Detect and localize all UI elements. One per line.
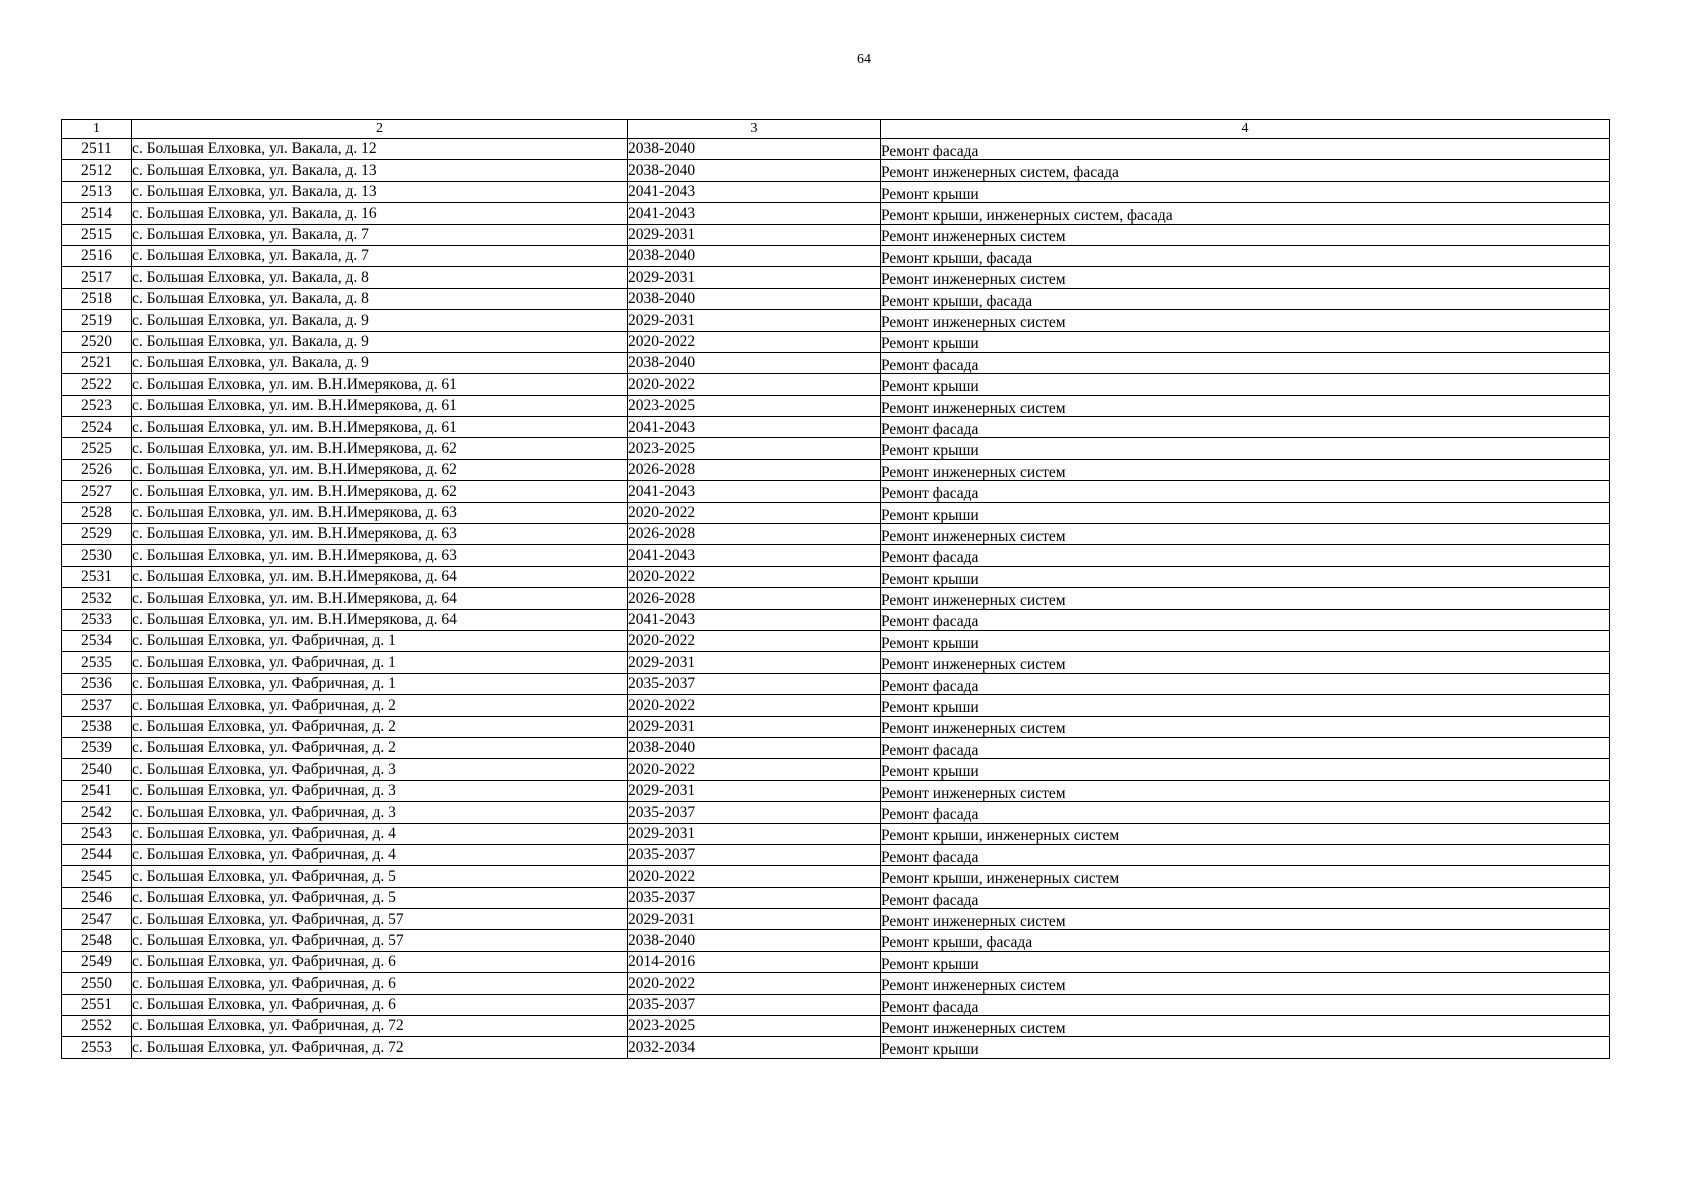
row-address: с. Большая Елховка, ул. им. В.Н.Имерякова, д. 63 [132, 502, 628, 523]
row-number: 2521 [62, 352, 132, 373]
row-period: 2038-2040 [628, 930, 881, 951]
row-work-type: Ремонт крыши, фасада [881, 245, 1610, 266]
row-period: 2026-2028 [628, 459, 881, 480]
row-work-type: Ремонт инженерных систем [881, 310, 1610, 331]
table-row [62, 695, 1610, 716]
row-period: 2038-2040 [628, 352, 881, 373]
row-work-type: Ремонт фасада [881, 737, 1610, 758]
row-work-type: Ремонт фасада [881, 844, 1610, 865]
row-work-type: Ремонт крыши, инженерных систем [881, 866, 1610, 887]
row-period: 2041-2043 [628, 203, 881, 224]
row-number: 2552 [62, 1016, 132, 1037]
row-period: 2023-2025 [628, 395, 881, 416]
row-period: 2041-2043 [628, 481, 881, 502]
table-row [62, 395, 1610, 416]
row-address: с. Большая Елховка, ул. Фабричная, д. 57 [132, 930, 628, 951]
row-address: с. Большая Елховка, ул. Вакала, д. 7 [132, 224, 628, 245]
row-address: с. Большая Елховка, ул. Фабричная, д. 4 [132, 844, 628, 865]
row-work-type: Ремонт крыши [881, 181, 1610, 202]
row-work-type: Ремонт инженерных систем [881, 267, 1610, 288]
row-number: 2540 [62, 759, 132, 780]
column-header-number: 1 [62, 120, 132, 139]
row-number: 2543 [62, 823, 132, 844]
row-address: с. Большая Елховка, ул. Фабричная, д. 3 [132, 802, 628, 823]
row-address: с. Большая Елховка, ул. им. В.Н.Имерякова, д. 62 [132, 459, 628, 480]
row-work-type: Ремонт фасада [881, 609, 1610, 630]
row-work-type: Ремонт фасада [881, 417, 1610, 438]
row-number: 2547 [62, 909, 132, 930]
row-address: с. Большая Елховка, ул. им. В.Н.Имерякова, д. 64 [132, 588, 628, 609]
table-row [62, 352, 1610, 373]
row-address: с. Большая Елховка, ул. Фабричная, д. 2 [132, 716, 628, 737]
row-work-type: Ремонт инженерных систем [881, 224, 1610, 245]
row-number: 2544 [62, 844, 132, 865]
row-number: 2545 [62, 866, 132, 887]
row-period: 2029-2031 [628, 267, 881, 288]
row-number: 2522 [62, 374, 132, 395]
row-number: 2511 [62, 139, 132, 160]
column-header-address: 2 [132, 120, 628, 139]
row-address: с. Большая Елховка, ул. Фабричная, д. 4 [132, 823, 628, 844]
row-address: с. Большая Елховка, ул. Вакала, д. 13 [132, 160, 628, 181]
row-work-type: Ремонт фасада [881, 802, 1610, 823]
table-header [62, 120, 1610, 139]
row-period: 2029-2031 [628, 652, 881, 673]
row-number: 2520 [62, 331, 132, 352]
row-address: с. Большая Елховка, ул. Фабричная, д. 6 [132, 951, 628, 972]
row-number: 2516 [62, 245, 132, 266]
row-address: с. Большая Елховка, ул. Вакала, д. 9 [132, 310, 628, 331]
row-period: 2035-2037 [628, 673, 881, 694]
row-number: 2514 [62, 203, 132, 224]
row-address: с. Большая Елховка, ул. Фабричная, д. 5 [132, 887, 628, 908]
row-address: с. Большая Елховка, ул. Фабричная, д. 1 [132, 673, 628, 694]
table-row [62, 716, 1610, 737]
row-number: 2529 [62, 524, 132, 545]
column-header-period: 3 [628, 120, 881, 139]
row-work-type: Ремонт инженерных систем [881, 652, 1610, 673]
table-row [62, 737, 1610, 758]
table-row [62, 1037, 1610, 1058]
row-work-type: Ремонт фасада [881, 673, 1610, 694]
table-row [62, 481, 1610, 502]
row-number: 2519 [62, 310, 132, 331]
row-work-type: Ремонт инженерных систем [881, 588, 1610, 609]
row-address: с. Большая Елховка, ул. Фабричная, д. 72 [132, 1037, 628, 1058]
row-address: с. Большая Елховка, ул. им. В.Н.Имерякова, д. 64 [132, 566, 628, 587]
row-number: 2533 [62, 609, 132, 630]
row-work-type: Ремонт фасада [881, 994, 1610, 1015]
row-number: 2531 [62, 566, 132, 587]
row-period: 2029-2031 [628, 780, 881, 801]
row-period: 2035-2037 [628, 887, 881, 908]
table-row [62, 181, 1610, 202]
row-period: 2020-2022 [628, 331, 881, 352]
row-address: с. Большая Елховка, ул. Вакала, д. 13 [132, 181, 628, 202]
row-address: с. Большая Елховка, ул. Вакала, д. 9 [132, 352, 628, 373]
row-period: 2038-2040 [628, 737, 881, 758]
row-period: 2020-2022 [628, 759, 881, 780]
row-number: 2539 [62, 737, 132, 758]
row-address: с. Большая Елховка, ул. Фабричная, д. 6 [132, 994, 628, 1015]
row-number: 2541 [62, 780, 132, 801]
table-row [62, 802, 1610, 823]
row-address: с. Большая Елховка, ул. им. В.Н.Имерякова, д. 63 [132, 524, 628, 545]
row-period: 2020-2022 [628, 866, 881, 887]
row-address: с. Большая Елховка, ул. Фабричная, д. 3 [132, 759, 628, 780]
row-period: 2038-2040 [628, 245, 881, 266]
row-address: с. Большая Елховка, ул. им. В.Н.Имерякова, д. 61 [132, 417, 628, 438]
row-address: с. Большая Елховка, ул. Вакала, д. 8 [132, 267, 628, 288]
table-row [62, 566, 1610, 587]
row-number: 2515 [62, 224, 132, 245]
row-work-type: Ремонт крыши [881, 374, 1610, 395]
repair-schedule-table [61, 119, 1610, 1059]
row-period: 2041-2043 [628, 181, 881, 202]
row-period: 2035-2037 [628, 802, 881, 823]
table-row [62, 844, 1610, 865]
row-period: 2035-2037 [628, 994, 881, 1015]
row-number: 2525 [62, 438, 132, 459]
table-row [62, 909, 1610, 930]
row-period: 2041-2043 [628, 417, 881, 438]
row-address: с. Большая Елховка, ул. им. В.Н.Имерякова, д. 61 [132, 374, 628, 395]
row-period: 2023-2025 [628, 1016, 881, 1037]
row-number: 2546 [62, 887, 132, 908]
row-period: 2026-2028 [628, 524, 881, 545]
row-period: 2038-2040 [628, 288, 881, 309]
row-work-type: Ремонт крыши [881, 630, 1610, 651]
row-work-type: Ремонт крыши, фасада [881, 288, 1610, 309]
table-row [62, 438, 1610, 459]
row-work-type: Ремонт инженерных систем [881, 973, 1610, 994]
table-row [62, 459, 1610, 480]
row-work-type: Ремонт фасада [881, 481, 1610, 502]
row-address: с. Большая Елховка, ул. им. В.Н.Имерякова, д. 61 [132, 395, 628, 416]
table-row [62, 973, 1610, 994]
row-address: с. Большая Елховка, ул. Вакала, д. 7 [132, 245, 628, 266]
table-row [62, 630, 1610, 651]
row-work-type: Ремонт крыши [881, 759, 1610, 780]
row-address: с. Большая Елховка, ул. Фабричная, д. 3 [132, 780, 628, 801]
row-work-type: Ремонт крыши [881, 331, 1610, 352]
row-number: 2534 [62, 630, 132, 651]
table-row [62, 245, 1610, 266]
row-period: 2020-2022 [628, 695, 881, 716]
row-period: 2020-2022 [628, 502, 881, 523]
row-work-type: Ремонт инженерных систем [881, 524, 1610, 545]
row-number: 2548 [62, 930, 132, 951]
row-address: с. Большая Елховка, ул. Вакала, д. 9 [132, 331, 628, 352]
table-row [62, 994, 1610, 1015]
table-row [62, 780, 1610, 801]
row-work-type: Ремонт крыши [881, 695, 1610, 716]
row-period: 2035-2037 [628, 844, 881, 865]
row-address: с. Большая Елховка, ул. им. В.Н.Имерякова, д. 64 [132, 609, 628, 630]
row-period: 2020-2022 [628, 374, 881, 395]
row-address: с. Большая Елховка, ул. Вакала, д. 12 [132, 139, 628, 160]
row-period: 2020-2022 [628, 630, 881, 651]
row-address: с. Большая Елховка, ул. Вакала, д. 16 [132, 203, 628, 224]
row-period: 2032-2034 [628, 1037, 881, 1058]
table-row [62, 524, 1610, 545]
table-row [62, 823, 1610, 844]
row-work-type: Ремонт инженерных систем [881, 780, 1610, 801]
row-period: 2038-2040 [628, 139, 881, 160]
table-row [62, 609, 1610, 630]
table-row [62, 288, 1610, 309]
row-address: с. Большая Елховка, ул. Фабричная, д. 57 [132, 909, 628, 930]
table-row [62, 160, 1610, 181]
row-work-type: Ремонт крыши, инженерных систем, фасада [881, 203, 1610, 224]
row-number: 2517 [62, 267, 132, 288]
row-period: 2023-2025 [628, 438, 881, 459]
row-period: 2029-2031 [628, 224, 881, 245]
table-row [62, 545, 1610, 566]
table-row [62, 866, 1610, 887]
row-period: 2041-2043 [628, 609, 881, 630]
row-address: с. Большая Елховка, ул. Фабричная, д. 6 [132, 973, 628, 994]
row-number: 2538 [62, 716, 132, 737]
row-address: с. Большая Елховка, ул. Фабричная, д. 5 [132, 866, 628, 887]
row-address: с. Большая Елховка, ул. Фабричная, д. 2 [132, 695, 628, 716]
row-address: с. Большая Елховка, ул. Фабричная, д. 72 [132, 1016, 628, 1037]
row-number: 2524 [62, 417, 132, 438]
row-work-type: Ремонт инженерных систем [881, 395, 1610, 416]
row-number: 2551 [62, 994, 132, 1015]
table-row [62, 417, 1610, 438]
table-row [62, 267, 1610, 288]
table-row [62, 331, 1610, 352]
row-work-type: Ремонт крыши [881, 502, 1610, 523]
table-body [62, 139, 1610, 1059]
row-period: 2026-2028 [628, 588, 881, 609]
row-work-type: Ремонт инженерных систем, фасада [881, 160, 1610, 181]
table-row [62, 1016, 1610, 1037]
row-work-type: Ремонт крыши [881, 1037, 1610, 1058]
row-number: 2532 [62, 588, 132, 609]
column-header-work: 4 [881, 120, 1610, 139]
row-number: 2542 [62, 802, 132, 823]
table-row [62, 759, 1610, 780]
row-address: с. Большая Елховка, ул. им. В.Н.Имерякова, д. 63 [132, 545, 628, 566]
page-number: 64 [857, 52, 871, 67]
row-work-type: Ремонт фасада [881, 139, 1610, 160]
row-period: 2038-2040 [628, 160, 881, 181]
table-row [62, 139, 1610, 160]
table-row [62, 588, 1610, 609]
row-number: 2518 [62, 288, 132, 309]
row-number: 2528 [62, 502, 132, 523]
row-work-type: Ремонт инженерных систем [881, 716, 1610, 737]
row-period: 2029-2031 [628, 310, 881, 331]
row-number: 2537 [62, 695, 132, 716]
row-work-type: Ремонт крыши, фасада [881, 930, 1610, 951]
row-period: 2020-2022 [628, 566, 881, 587]
row-period: 2029-2031 [628, 823, 881, 844]
row-number: 2536 [62, 673, 132, 694]
row-address: с. Большая Елховка, ул. Фабричная, д. 1 [132, 630, 628, 651]
row-number: 2553 [62, 1037, 132, 1058]
row-period: 2029-2031 [628, 909, 881, 930]
row-work-type: Ремонт инженерных систем [881, 1016, 1610, 1037]
row-number: 2550 [62, 973, 132, 994]
row-address: с. Большая Елховка, ул. Фабричная, д. 2 [132, 737, 628, 758]
table-row [62, 502, 1610, 523]
row-number: 2512 [62, 160, 132, 181]
row-work-type: Ремонт крыши, инженерных систем [881, 823, 1610, 844]
table-row [62, 310, 1610, 331]
table-row [62, 673, 1610, 694]
row-number: 2535 [62, 652, 132, 673]
row-work-type: Ремонт крыши [881, 438, 1610, 459]
row-work-type: Ремонт инженерных систем [881, 459, 1610, 480]
row-address: с. Большая Елховка, ул. им. В.Н.Имерякова, д. 62 [132, 481, 628, 502]
row-number: 2523 [62, 395, 132, 416]
row-work-type: Ремонт фасада [881, 352, 1610, 373]
row-work-type: Ремонт инженерных систем [881, 909, 1610, 930]
row-address: с. Большая Елховка, ул. им. В.Н.Имерякова, д. 62 [132, 438, 628, 459]
row-number: 2513 [62, 181, 132, 202]
row-period: 2041-2043 [628, 545, 881, 566]
row-number: 2549 [62, 951, 132, 972]
row-period: 2014-2016 [628, 951, 881, 972]
table-row [62, 203, 1610, 224]
row-work-type: Ремонт крыши [881, 566, 1610, 587]
row-address: с. Большая Елховка, ул. Фабричная, д. 1 [132, 652, 628, 673]
row-work-type: Ремонт крыши [881, 951, 1610, 972]
header-row [62, 120, 1610, 139]
row-number: 2527 [62, 481, 132, 502]
row-work-type: Ремонт фасада [881, 887, 1610, 908]
table-row [62, 224, 1610, 245]
row-period: 2020-2022 [628, 973, 881, 994]
row-number: 2530 [62, 545, 132, 566]
table-row [62, 930, 1610, 951]
row-work-type: Ремонт фасада [881, 545, 1610, 566]
row-address: с. Большая Елховка, ул. Вакала, д. 8 [132, 288, 628, 309]
table-row [62, 374, 1610, 395]
row-number: 2526 [62, 459, 132, 480]
row-period: 2029-2031 [628, 716, 881, 737]
table-row [62, 951, 1610, 972]
table-row [62, 887, 1610, 908]
table-row [62, 652, 1610, 673]
